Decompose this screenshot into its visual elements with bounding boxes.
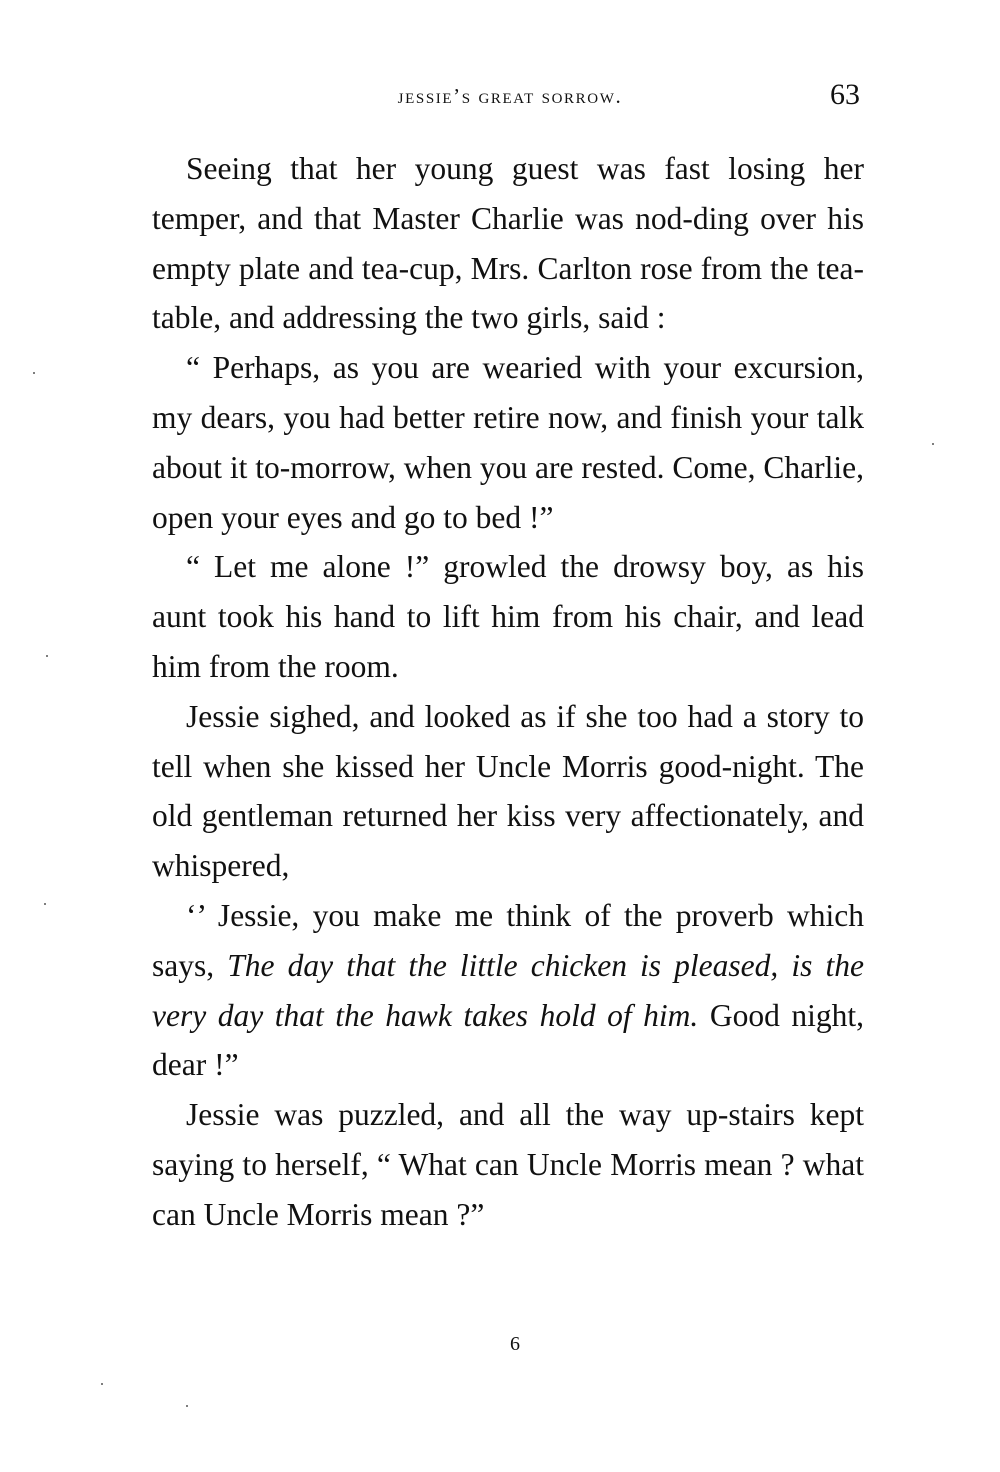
scan-speck	[186, 1405, 188, 1407]
paragraph-6: Jessie was puzzled, and all the way up-stairs kept saying to herself, “ What can Uncle Morris mean ? what can Uncle Morris mean ?”	[152, 1097, 864, 1232]
paragraph-5	[152, 891, 864, 1090]
paragraph-5-closing: Good night, dear !”	[152, 997, 864, 1083]
paragraph-2: “ Perhaps, as you are wearied with your excursion, my dears, you had better retire now, and finish your talk about it to-morrow, when you are rested. Come, Charlie, open your eyes and go to bed !”	[152, 350, 864, 535]
scan-speck	[33, 372, 35, 374]
paragraph-4: Jessie sighed, and looked as if she too had a story to tell when she kissed her Uncle Morris good-night. The old gentleman returned her kiss very affectionately, and whispered,	[152, 698, 864, 884]
scan-speck	[932, 443, 934, 445]
signature-mark: 6	[510, 1333, 520, 1355]
scan-speck	[101, 1383, 103, 1385]
body-text	[152, 144, 864, 1240]
scan-speck	[44, 903, 46, 905]
paragraph-3: “ Let me alone !” growled the drowsy boy, as his aunt took his hand to lift him from his chair, and lead him from the room.	[152, 549, 864, 684]
paragraph-5-intro: ‘’ Jessie, you make me think of the proverb which says,	[152, 897, 864, 983]
proverb-quote: The day that the little chicken is pleased, is the very day that the hawk takes hold of him.	[152, 947, 864, 1033]
paragraph-1: Seeing that her young guest was fast losing her temper, and that Master Charlie was nod-ding over his empty plate and tea-cup, Mrs. Carlton rose from the tea-table, and addressing the two girls, said :	[152, 151, 864, 336]
running-title: jessie’s great sorrow.	[397, 84, 623, 108]
scan-speck	[46, 655, 48, 657]
page-number: 63	[830, 78, 860, 111]
running-header	[154, 78, 866, 118]
